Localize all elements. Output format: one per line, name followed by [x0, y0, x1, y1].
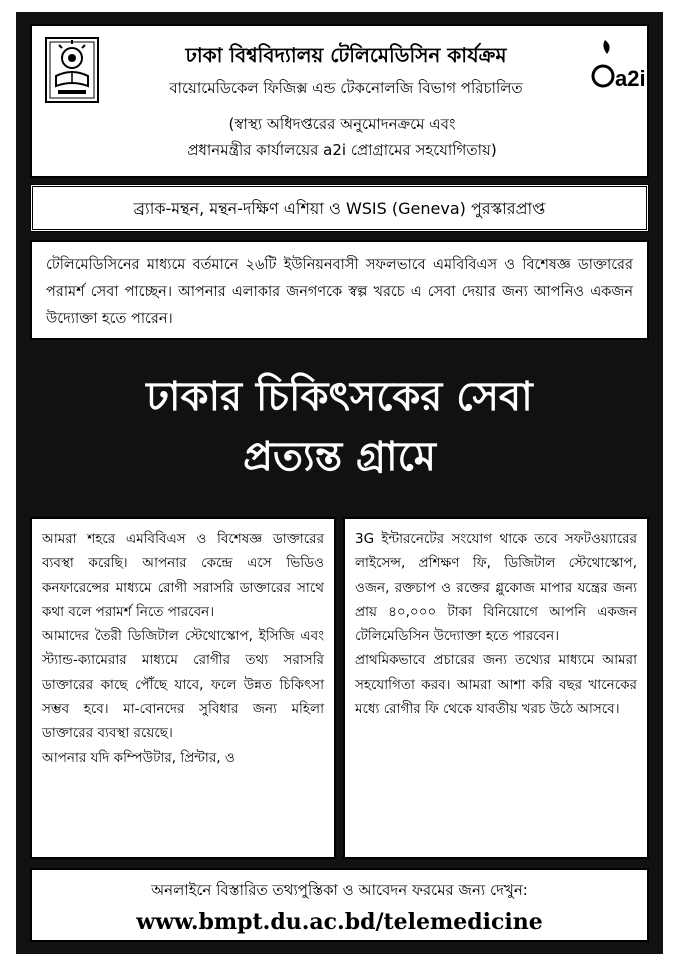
- right-column: [343, 517, 649, 859]
- headline-line-2: প্রত্যন্ত গ্রামে: [243, 434, 436, 480]
- intro-text: টেলিমেডিসিনের মাধ্যমে বর্তমানে ২৬টি ইউনিয়নবাসী সফলভাবে এমবিবিএস ও বিশেষজ্ঞ ডাক্তারের পরামর্শ সেবা পাচ্ছেন। আপনার এলাকার জনগণকে স্বল্প খরচে এ সেবা দেয়ার জন্য আপনিও একজন উদ্যোক্তা হতে পারেন।: [46, 257, 633, 327]
- program-title: ঢাকা বিশ্ববিদ্যালয় টেলিমেডিসিন কার্যক্রম: [185, 43, 507, 67]
- left-paragraph-3: আপনার যদি কম্পিউটার, প্রিন্টার, ও: [42, 749, 235, 766]
- award-text: ব্র্যাক-মন্থন, মন্থন-দক্ষিণ এশিয়া ও WSIS (Geneva) পুরস্কারপ্রাপ্ত: [133, 199, 546, 218]
- poster: [16, 12, 663, 954]
- support-line: প্রধানমন্ত্রীর কার্যালয়ের a2i প্রোগ্রামের সহযোগিতায়): [187, 141, 497, 159]
- a2i-logo-icon: [587, 36, 646, 96]
- intro-panel: [30, 240, 649, 340]
- footer-panel: [30, 868, 649, 942]
- left-column: [30, 517, 336, 859]
- a2i-logo-text: a2i: [615, 66, 646, 91]
- right-paragraph-2: প্রাথমিকভাবে প্রচারের জন্য তথ্যের মাধ্যমে আমরা সহযোগিতা করব। আমরা আশা করি বছর খানেকের মধ্যে রোগীর ফি থেকে যাবতীয় খরচ উঠে আসবে।: [355, 652, 637, 718]
- approval-line: (স্বাস্থ্য অধিদপ্তরের অনুমোদনক্রমে এবং: [228, 115, 456, 133]
- footer-note: অনলাইনে বিস্তারিত তথ্যপুস্তিকা ও আবেদন ফরমের জন্য দেখুন:: [151, 881, 528, 899]
- left-paragraph-1: আমরা শহরে এমবিবিএস ও বিশেষজ্ঞ ডাক্তারের ব্যবস্থা করেছি। আপনার কেন্দ্রে এসে ভিডিও কনফারেন্সের মাধ্যমে রোগী সরাসরি ডাক্তারের সাথে কথা বলে পরামর্শ নিতে পারবেন।: [42, 531, 324, 620]
- department-subtitle: বায়োমেডিকেল ফিজিক্স এন্ড টেকনোলজি বিভাগ পরিচালিত: [169, 79, 523, 97]
- left-paragraph-2: আমাদের তৈরী ডিজিটাল স্টেথোস্কোপ, ইসিজি এবং স্ট্যান্ড-ক্যামেরার মাধ্যমে রোগীর তথ্য সরাসরি ডাক্তারের কাছে পৌঁছে যাবে, ফলে উন্নত চিকিৎসা সম্ভব হবে। মা-বোনদের সুবিধার জন্য মহিলা ডাক্তারের ব্যবস্থা রয়েছে।: [42, 628, 324, 742]
- award-banner: [30, 184, 649, 232]
- dhaka-university-logo-icon: [44, 36, 100, 104]
- right-paragraph-1: 3G ইন্টারনেটের সংযোগ থাকে তবে সফটওয়্যারের লাইসেন্স, প্রশিক্ষণ ফি, ডিজিটাল স্টেথোস্কোপ, ওজন, রক্তচাপ ও রক্তের গ্লুকোজ মাপার যন্ত্রের জন্য প্রায় ৪০,০০০ টাকা বিনিয়োগে আপনি একজন টেলিমেডিসিন উদ্যোক্তা হতে পারবেন।: [355, 531, 637, 645]
- headline-line-1: ঢাকার চিকিৎসকের সেবা: [146, 374, 533, 420]
- website-url[interactable]: www.bmpt.du.ac.bd/telemedicine: [136, 909, 543, 935]
- header-panel: [30, 24, 649, 178]
